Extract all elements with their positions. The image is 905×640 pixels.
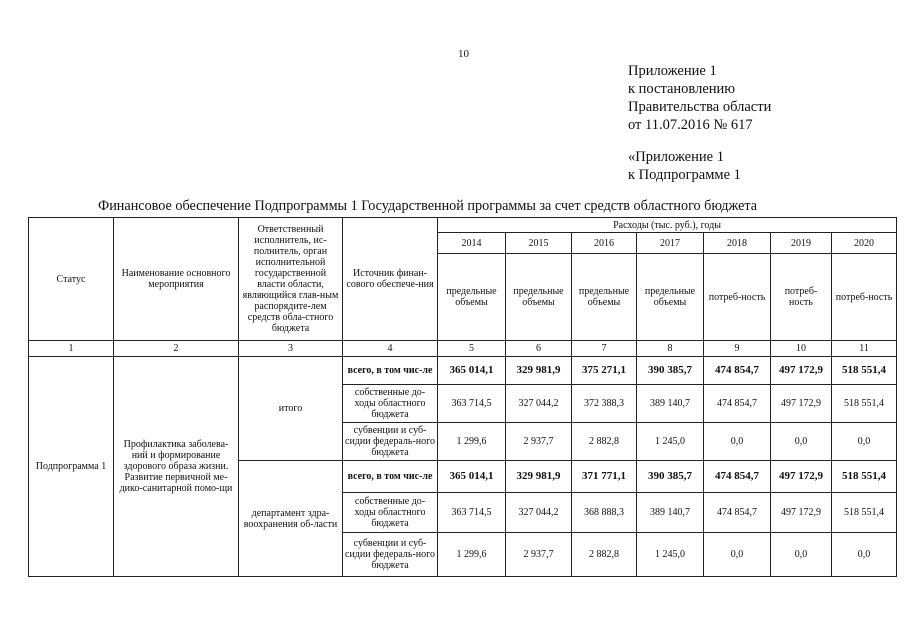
value-cell: 371 771,1 [572, 461, 637, 493]
header-year-type: потреб-ность [704, 254, 771, 341]
value-cell: 0,0 [832, 423, 897, 461]
page-number: 10 [458, 48, 469, 60]
header-year: 2020 [832, 233, 897, 254]
value-cell: 1 299,6 [438, 533, 506, 577]
value-cell: 0,0 [704, 423, 771, 461]
header-year-type: предельные объемы [637, 254, 704, 341]
value-cell: 372 388,3 [572, 385, 637, 423]
value-cell: 0,0 [704, 533, 771, 577]
value-cell: 497 172,9 [771, 357, 832, 385]
column-number: 3 [239, 341, 343, 357]
header-year: 2017 [637, 233, 704, 254]
header-source: Источник финан-сового обеспече-ния [343, 218, 438, 341]
value-cell: 327 044,2 [506, 493, 572, 533]
value-cell: 497 172,9 [771, 493, 832, 533]
column-number: 2 [114, 341, 239, 357]
source-cell: всего, в том чис-ле [343, 357, 438, 385]
value-cell: 2 937,7 [506, 533, 572, 577]
value-cell: 390 385,7 [637, 461, 704, 493]
column-number: 7 [572, 341, 637, 357]
header-year-type: потреб-ность [832, 254, 897, 341]
header-year: 2018 [704, 233, 771, 254]
value-cell: 363 714,5 [438, 385, 506, 423]
source-cell: субвенции и суб-сидии федераль-ного бюджета [343, 533, 438, 577]
value-cell: 1 245,0 [637, 423, 704, 461]
responsible-cell: департамент здра-воохранения об-ласти [239, 461, 343, 577]
column-number: 6 [506, 341, 572, 357]
header-expenses: Расходы (тыс. руб.), годы [438, 218, 897, 233]
header-year: 2019 [771, 233, 832, 254]
header-responsible: Ответственный исполнитель, ис-полнитель, орган исполнительной государственной власти области, являющийся глав-ным распорядите-лем средств обла-стного бюджета [239, 218, 343, 341]
column-number: 11 [832, 341, 897, 357]
header-year-type: предельные объемы [438, 254, 506, 341]
appendix-line: к постановлению [628, 81, 736, 97]
value-cell: 363 714,5 [438, 493, 506, 533]
value-cell: 0,0 [832, 533, 897, 577]
appendix-line: Правительства области [628, 99, 772, 115]
appendix-line: «Приложение 1 [628, 149, 724, 165]
status-cell: Подпрограмма 1 [29, 357, 114, 577]
column-number: 10 [771, 341, 832, 357]
financing-table [28, 217, 897, 577]
header-status: Статус [29, 218, 114, 341]
inner-appendix-header [628, 148, 741, 184]
header-year: 2015 [506, 233, 572, 254]
value-cell: 474 854,7 [704, 357, 771, 385]
value-cell: 368 888,3 [572, 493, 637, 533]
column-number: 8 [637, 341, 704, 357]
value-cell: 518 551,4 [832, 461, 897, 493]
measure-cell: Профилактика заболева-ний и формирование здорового образа жизни. Развитие первичной ме-дико-санитарной помо-щи [114, 357, 239, 577]
value-cell: 1 245,0 [637, 533, 704, 577]
column-number: 9 [704, 341, 771, 357]
value-cell: 389 140,7 [637, 493, 704, 533]
appendix-header [628, 62, 771, 134]
header-year-type: предельные объемы [506, 254, 572, 341]
value-cell: 518 551,4 [832, 385, 897, 423]
value-cell: 365 014,1 [438, 461, 506, 493]
value-cell: 497 172,9 [771, 461, 832, 493]
source-cell: собственные до-ходы областного бюджета [343, 493, 438, 533]
value-cell: 389 140,7 [637, 385, 704, 423]
value-cell: 2 937,7 [506, 423, 572, 461]
value-cell: 0,0 [771, 423, 832, 461]
source-cell: собственные до-ходы областного бюджета [343, 385, 438, 423]
value-cell: 0,0 [771, 533, 832, 577]
column-number: 5 [438, 341, 506, 357]
table-row [29, 357, 897, 385]
document-title: Финансовое обеспечение Подпрограммы 1 Государственной программы за счет средств областного бюджета [98, 198, 758, 214]
appendix-line: к Подпрограмме 1 [628, 167, 741, 183]
responsible-cell: итого [239, 357, 343, 461]
column-number: 1 [29, 341, 114, 357]
appendix-line: Приложение 1 [628, 63, 717, 79]
appendix-line: от 11.07.2016 № 617 [628, 117, 753, 133]
value-cell: 518 551,4 [832, 357, 897, 385]
value-cell: 497 172,9 [771, 385, 832, 423]
header-year: 2016 [572, 233, 637, 254]
value-cell: 518 551,4 [832, 493, 897, 533]
value-cell: 2 882,8 [572, 533, 637, 577]
value-cell: 474 854,7 [704, 461, 771, 493]
value-cell: 390 385,7 [637, 357, 704, 385]
source-cell: всего, в том чис-ле [343, 461, 438, 493]
value-cell: 365 014,1 [438, 357, 506, 385]
source-cell: субвенции и суб-сидии федераль-ного бюджета [343, 423, 438, 461]
value-cell: 375 271,1 [572, 357, 637, 385]
header-year-type: потреб-ность [771, 254, 832, 341]
header-year: 2014 [438, 233, 506, 254]
value-cell: 1 299,6 [438, 423, 506, 461]
header-name: Наименование основного мероприятия [114, 218, 239, 341]
value-cell: 474 854,7 [704, 385, 771, 423]
value-cell: 329 981,9 [506, 357, 572, 385]
header-year-type: предельные объемы [572, 254, 637, 341]
column-number: 4 [343, 341, 438, 357]
value-cell: 329 981,9 [506, 461, 572, 493]
value-cell: 327 044,2 [506, 385, 572, 423]
value-cell: 2 882,8 [572, 423, 637, 461]
value-cell: 474 854,7 [704, 493, 771, 533]
